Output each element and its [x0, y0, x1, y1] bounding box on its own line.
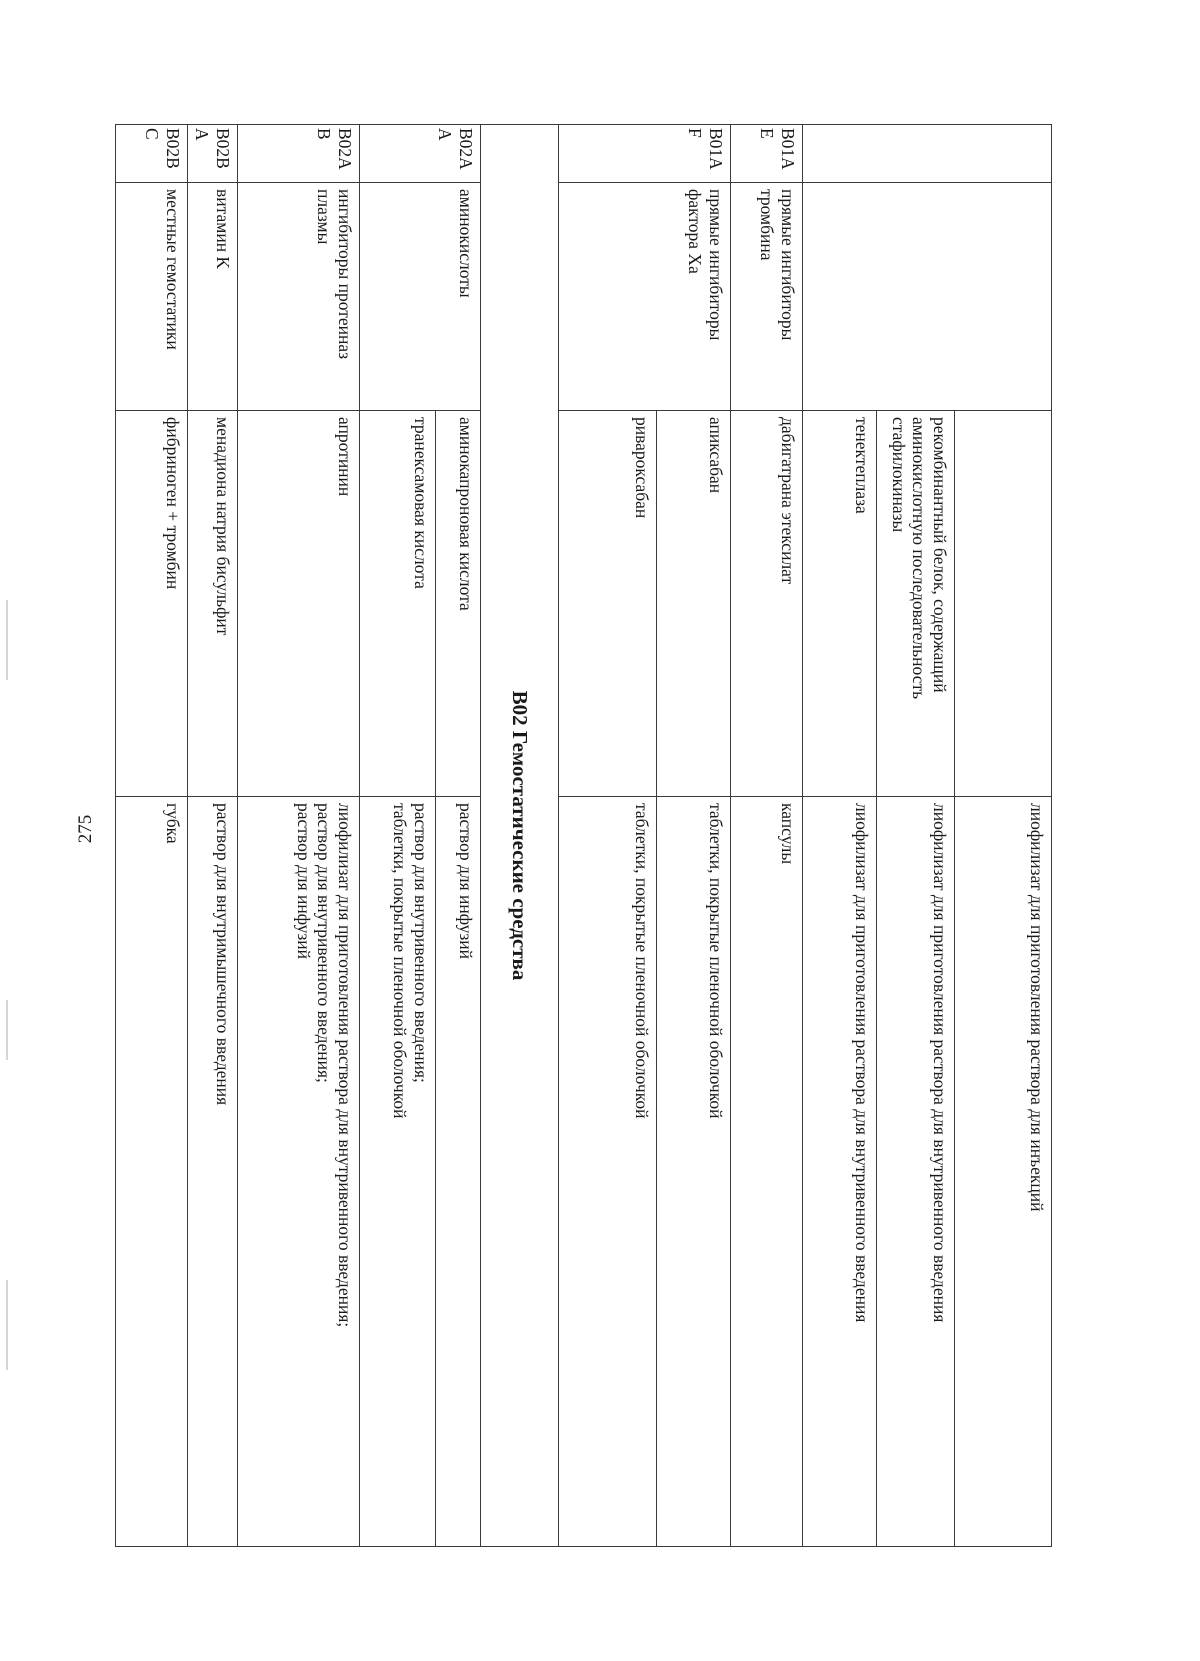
scan-mark [6, 1000, 8, 1060]
table-row [115, 125, 187, 1547]
table-row [955, 125, 1052, 1547]
atc-code-cell: B02BA [187, 125, 237, 183]
drug-name-cell: аминокапроновая кислота [436, 411, 481, 797]
table-row [187, 125, 237, 1547]
dosage-form-cell: губка [115, 797, 187, 1547]
group-cell [803, 183, 1052, 411]
drug-name-cell: дабигатрана этексилат [731, 411, 803, 797]
table-row [657, 125, 731, 1547]
scan-mark [6, 600, 8, 680]
drug-name-cell: тенектеплаза [803, 411, 877, 797]
drug-name-cell: рекомбинантный белок, содержащий аминокислотную последовательность стафилокиназы [877, 411, 955, 797]
atc-code-cell: B02AB [238, 125, 360, 183]
drug-name-cell: менадиона натрия бисульфит [187, 411, 237, 797]
group-cell: местные гемостатики [115, 183, 187, 411]
drug-table [115, 124, 1052, 1547]
dosage-form-cell: раствор для внутривенного введения; таблетки, покрытые пленочной оболочкой [360, 797, 436, 1547]
dosage-form-cell: лиофилизат для приготовления раствора для внутривенного введения [877, 797, 955, 1547]
atc-code-cell: B02AA [360, 125, 481, 183]
drug-name-cell: апиксабан [657, 411, 731, 797]
group-cell: аминокислоты [360, 183, 481, 411]
section-heading: B02 Гемостатические средства [481, 125, 559, 1547]
group-cell: витамин K [187, 183, 237, 411]
page-number: 275 [75, 814, 96, 844]
drug-name-cell: апротинин [238, 411, 360, 797]
atc-code-cell [803, 125, 1052, 183]
atc-code-cell: B01AE [731, 125, 803, 183]
dosage-form-cell: раствор для внутримышечного введения [187, 797, 237, 1547]
rotated-table-container [142, 124, 1052, 1546]
drug-name-cell [955, 411, 1052, 797]
dosage-form-cell: таблетки, покрытые пленочной оболочкой [559, 797, 657, 1547]
drug-name-cell: фибриноген + тромбин [115, 411, 187, 797]
table-row [238, 125, 360, 1547]
dosage-form-cell: капсулы [731, 797, 803, 1547]
drug-name-cell: ривароксабан [559, 411, 657, 797]
dosage-form-cell: раствор для инфузий [436, 797, 481, 1547]
atc-code-cell: B02BC [115, 125, 187, 183]
scan-mark [6, 1280, 8, 1370]
dosage-form-cell: лиофилизат для приготовления раствора для инъекций [955, 797, 1052, 1547]
table-row [436, 125, 481, 1547]
group-cell: прямые ингибиторы фактора Xa [559, 183, 731, 411]
drug-name-cell: транексамовая кислота [360, 411, 436, 797]
group-cell: ингибиторы протеиназ плазмы [238, 183, 360, 411]
table-row [731, 125, 803, 1547]
dosage-form-cell: лиофилизат для приготовления раствора для внутривенного введения; раствор для внутривенного введения; раствор для инфузий [238, 797, 360, 1547]
dosage-form-cell: лиофилизат для приготовления раствора для внутривенного введения [803, 797, 877, 1547]
group-cell: прямые ингибиторы тромбина [731, 183, 803, 411]
section-heading-row [481, 125, 559, 1547]
atc-code-cell: B01AF [559, 125, 731, 183]
dosage-form-cell: таблетки, покрытые пленочной оболочкой [657, 797, 731, 1547]
